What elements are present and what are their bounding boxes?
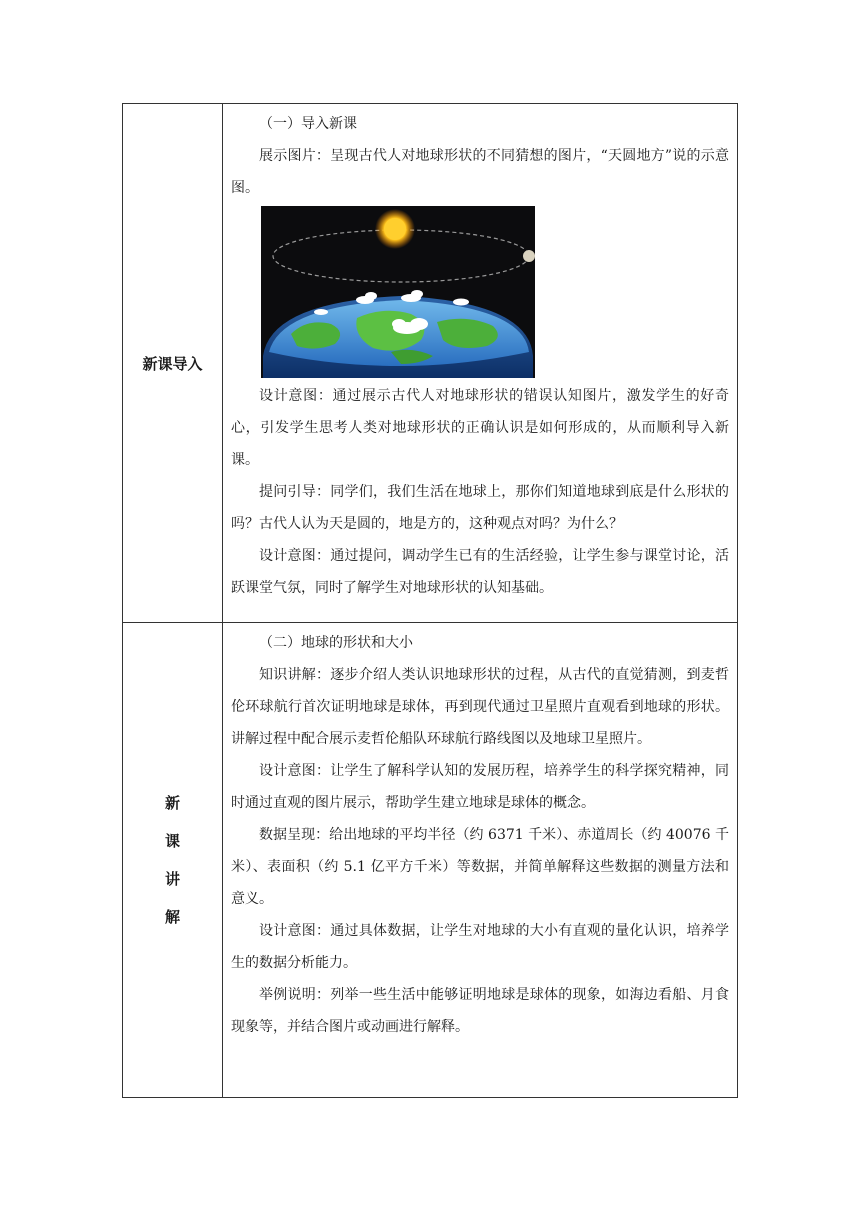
- paragraph: 设计意图：通过提问，调动学生已有的生活经验，让学生参与课堂讨论，活跃课堂气氛，同时了解学生对地球形状的认知基础。: [231, 548, 729, 596]
- row-label-char: 解: [164, 908, 180, 926]
- row-label: [123, 104, 223, 623]
- paragraph: 数据呈现：给出地球的平均半径（约 6371 千米）、赤道周长（约 40076 千米）、表面积（约 5.1 亿平方千米）等数据，并简单解释这些数据的测量方法和意义。: [231, 827, 729, 907]
- flat-earth-illustration: [261, 206, 535, 378]
- paragraph: 设计意图：通过展示古代人对地球形状的错误认知图片，激发学生的好奇心，引发学生思考人类对地球形状的正确认识是如何形成的，从而顺利导入新课。: [231, 388, 729, 468]
- paragraph: 知识讲解：逐步介绍人类认识地球形状的过程，从古代的直觉猜测，到麦哲伦环球航行首次证明地球是球体，再到现代通过卫星照片直观看到地球的形状。讲解过程中配合展示麦哲伦船队环球航行路线图以及地球卫星照片。: [231, 667, 729, 747]
- row-label: [123, 623, 223, 1098]
- paragraph: 设计意图：通过具体数据，让学生对地球的大小有直观的量化认识，培养学生的数据分析能力。: [231, 923, 729, 971]
- row-label-char: 讲: [164, 870, 180, 888]
- paragraph: 举例说明：列举一些生活中能够证明地球是球体的现象，如海边看船、月食现象等，并结合图片或动画进行解释。: [231, 987, 729, 1035]
- paragraph: 展示图片：呈现古代人对地球形状的不同猜想的图片，“天圆地方”说的示意图。: [231, 148, 729, 196]
- row-label-char: 课: [164, 832, 180, 850]
- row-label-text: 新课导入: [142, 354, 203, 373]
- row-content: [223, 104, 738, 623]
- lesson-plan-table: [122, 103, 738, 1098]
- row-content: [223, 623, 738, 1098]
- table-row: [123, 104, 738, 623]
- section-heading: （一）导入新课: [259, 116, 357, 132]
- paragraph: 提问引导：同学们，我们生活在地球上，那你们知道地球到底是什么形状的吗？古代人认为天是圆的，地是方的，这种观点对吗？为什么？: [231, 484, 729, 532]
- row-label-char: 新: [164, 794, 180, 812]
- paragraph: 设计意图：让学生了解科学认知的发展历程，培养学生的科学探究精神，同时通过直观的图片展示，帮助学生建立地球是球体的概念。: [231, 763, 729, 811]
- table-row: [123, 623, 738, 1098]
- section-heading: （二）地球的形状和大小: [259, 635, 413, 651]
